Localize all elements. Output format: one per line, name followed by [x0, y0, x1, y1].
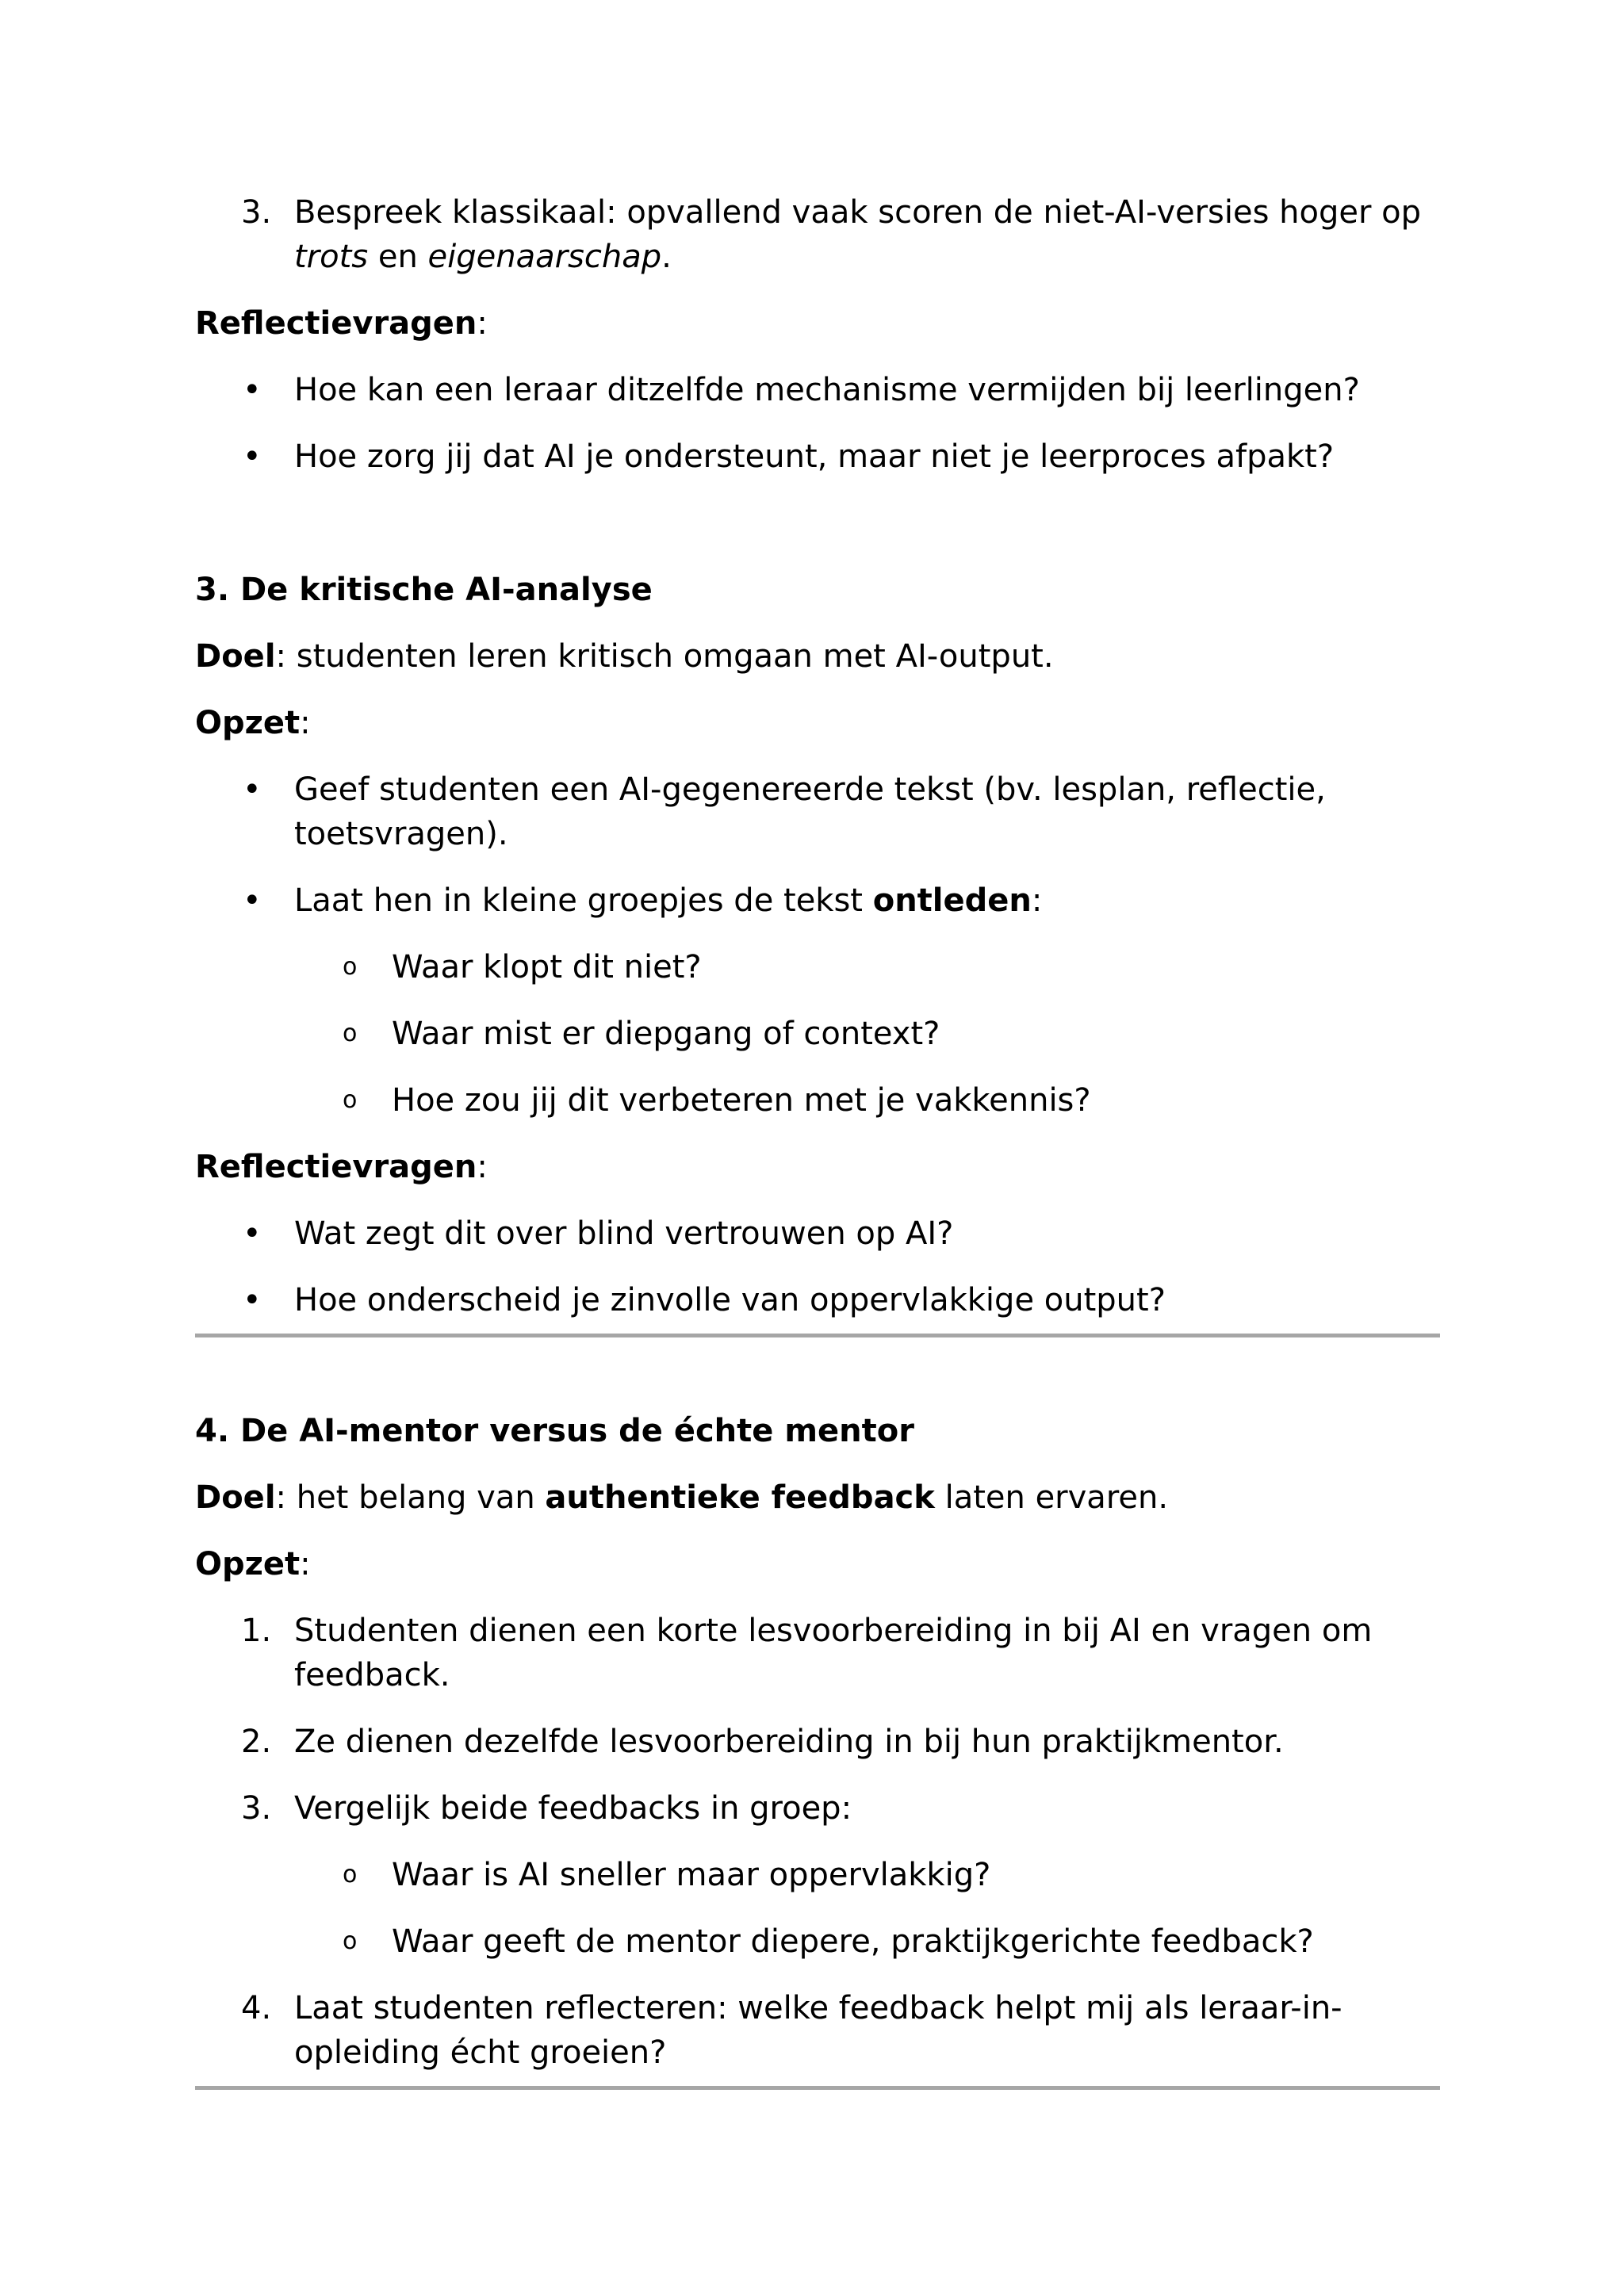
- item-text: Hoe onderscheid je zinvolle van oppervlakkige output?: [294, 1282, 1166, 1318]
- sub-bullet-item: [195, 1078, 1440, 1123]
- item-text: Laat hen in kleine groepjes de tekst: [294, 882, 873, 919]
- item-text: :: [1031, 882, 1043, 919]
- reflection-label: Reflectievragen: [195, 305, 477, 342]
- section-gap: [195, 1337, 1440, 1409]
- circle-bullet-icon: o: [343, 1020, 358, 1047]
- bullet-item: [195, 434, 1440, 479]
- colon: :: [477, 305, 488, 342]
- goal-label: Doel: [195, 638, 276, 675]
- circle-bullet-icon: o: [343, 1086, 358, 1114]
- section-heading-text: 3. De kritische AI-analyse: [195, 572, 653, 608]
- circle-bullet-icon: o: [343, 953, 358, 981]
- sub-bullet-item: [195, 1012, 1440, 1056]
- bullet-item: [195, 1211, 1440, 1256]
- item-text: Laat studenten reflecteren: welke feedback helpt mij als leraar-in-opleiding écht groeien?: [294, 1990, 1342, 2071]
- reflection-label-line: [195, 301, 1440, 346]
- circle-bullet-icon: o: [343, 1927, 358, 1955]
- item-text: Ze dienen dezelfde lesvoorbereiding in bij hun praktijkmentor.: [294, 1724, 1284, 1760]
- bullet-icon: •: [243, 438, 262, 475]
- item-text: Hoe kan een leraar ditzelfde mechanisme vermijden bij leerlingen?: [294, 372, 1360, 408]
- bullet-icon: •: [243, 372, 262, 408]
- bullet-icon: •: [243, 1282, 262, 1318]
- setup-label: Opzet: [195, 1546, 301, 1582]
- item-text: Vergelijk beide feedbacks in groep:: [294, 1790, 852, 1827]
- item-text: Waar mist er diepgang of context?: [392, 1016, 940, 1052]
- goal-label: Doel: [195, 1479, 276, 1516]
- item-text: Waar geeft de mentor diepere, praktijkgerichte feedback?: [392, 1923, 1314, 1960]
- horizontal-rule: [195, 2086, 1440, 2090]
- numbered-item-4: [195, 1986, 1440, 2075]
- colon: :: [300, 705, 311, 741]
- numbered-item-2: [195, 1720, 1440, 1764]
- item-text-bold: ontleden: [872, 882, 1032, 919]
- colon: :: [477, 1149, 488, 1185]
- numbered-item-1: [195, 1609, 1440, 1697]
- bullet-icon: •: [243, 1215, 262, 1252]
- bullet-item: [195, 368, 1440, 412]
- goal-text: laten ervaren.: [934, 1479, 1169, 1516]
- item-text: Wat zegt dit over blind vertrouwen op AI?: [294, 1215, 954, 1252]
- colon: :: [300, 1546, 311, 1582]
- goal-text-bold: authentieke feedback: [545, 1479, 935, 1516]
- section-heading: [195, 568, 1440, 612]
- goal-line: [195, 1475, 1440, 1520]
- bullet-item: [195, 1278, 1440, 1322]
- item-text: Hoe zorg jij dat AI je ondersteunt, maar niet je leerproces afpakt?: [294, 438, 1335, 475]
- reflection-label: Reflectievragen: [195, 1149, 477, 1185]
- item-text: Geef studenten een AI-gegenereerde tekst (bv. lesplan, reflectie, toetsvragen).: [294, 771, 1326, 852]
- section-gap: [195, 501, 1440, 568]
- item-text: Waar klopt dit niet?: [392, 949, 702, 985]
- list-number: 4.: [241, 1990, 272, 2026]
- sub-bullet-item: [195, 945, 1440, 989]
- numbered-item-3: [195, 1786, 1440, 1831]
- setup-label: Opzet: [195, 705, 301, 741]
- document-body: [195, 190, 1440, 2090]
- reflection-label-line: [195, 1145, 1440, 1189]
- circle-bullet-icon: o: [343, 1861, 358, 1888]
- sub-bullet-item: [195, 1853, 1440, 1897]
- item-text-italic: eigenaarschap: [427, 239, 662, 275]
- item-text: Hoe zou jij dit verbeteren met je vakkennis?: [392, 1082, 1091, 1119]
- numbered-item-3: [195, 190, 1440, 279]
- sub-bullet-item: [195, 1919, 1440, 1964]
- list-number: 3.: [241, 194, 272, 231]
- section-heading: [195, 1409, 1440, 1453]
- goal-text: : studenten leren kritisch omgaan met AI-output.: [275, 638, 1054, 675]
- item-text-italic: trots: [294, 239, 369, 275]
- goal-line: [195, 634, 1440, 679]
- bullet-item: [195, 878, 1440, 923]
- list-number: 2.: [241, 1724, 272, 1760]
- item-text: Waar is AI sneller maar oppervlakkig?: [392, 1857, 991, 1893]
- list-number: 1.: [241, 1613, 272, 1649]
- item-text: Studenten dienen een korte lesvoorbereiding in bij AI en vragen om feedback.: [294, 1613, 1373, 1693]
- setup-label-line: [195, 1542, 1440, 1586]
- bullet-item: [195, 767, 1440, 856]
- setup-label-line: [195, 701, 1440, 745]
- bullet-icon: •: [243, 771, 262, 808]
- item-text: en: [368, 239, 428, 275]
- section-heading-text: 4. De AI-mentor versus de échte mentor: [195, 1413, 914, 1449]
- goal-text: : het belang van: [275, 1479, 546, 1516]
- bullet-icon: •: [243, 882, 262, 919]
- list-number: 3.: [241, 1790, 272, 1827]
- item-text: Bespreek klassikaal: opvallend vaak scoren de niet-AI-versies hoger op: [294, 194, 1422, 231]
- item-text: .: [661, 239, 672, 275]
